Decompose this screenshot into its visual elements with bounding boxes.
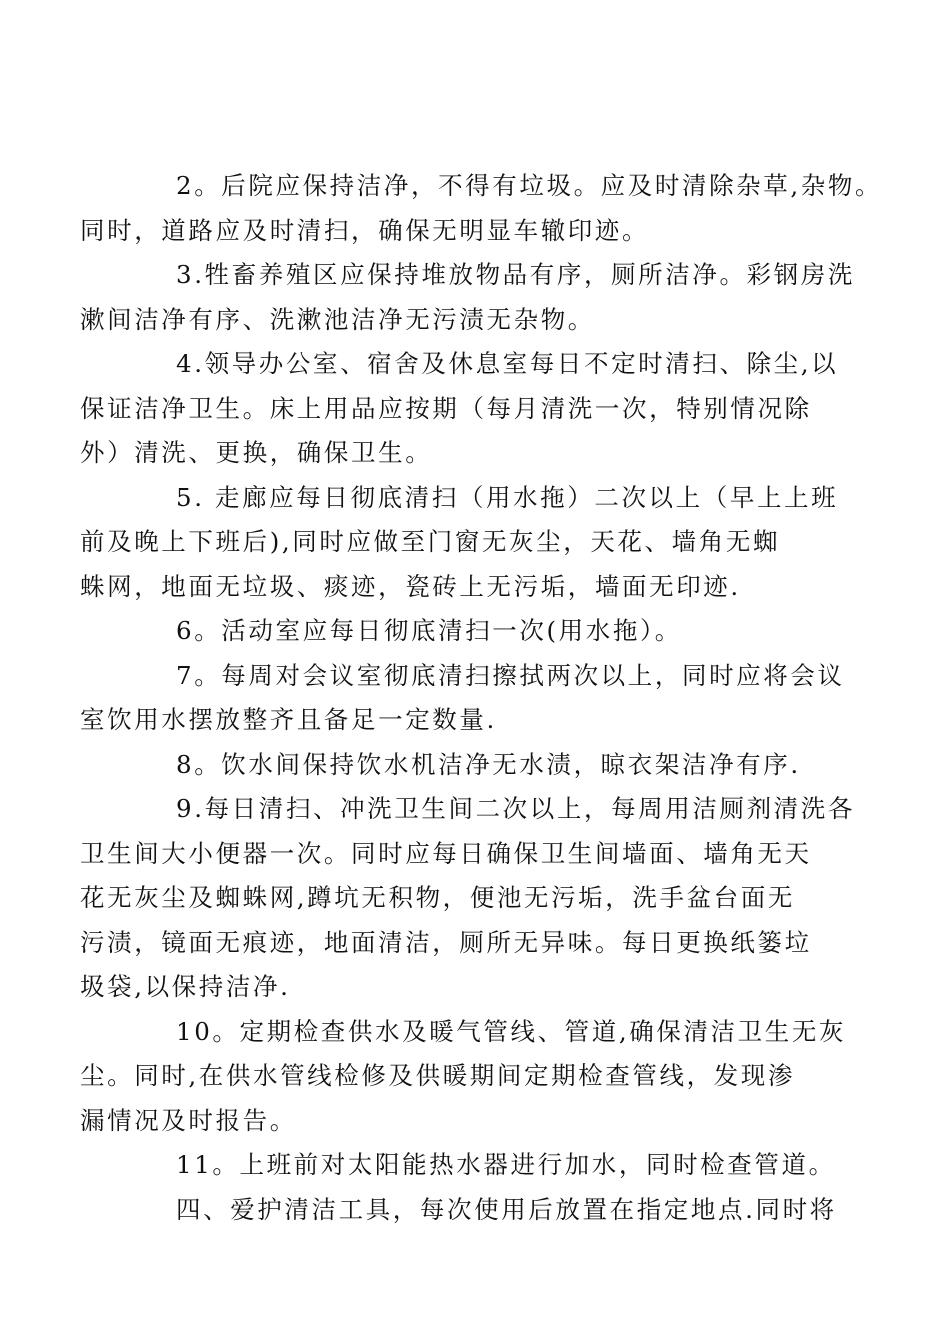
- text-line: 尘。同时,在供水管线检修及供暖期间定期检查管线，发现渗: [80, 1061, 795, 1090]
- text-line: 6。活动室应每日彻底清扫一次(用水拖）。: [176, 616, 682, 645]
- text-line: 同时，道路应及时清扫，确保无明显车辙印迹。: [80, 215, 650, 245]
- paragraph-item-3: [80, 253, 855, 342]
- paragraph-item-4: [80, 342, 839, 476]
- paragraph-item-5: [80, 476, 839, 610]
- paragraph-item-2: [80, 164, 883, 253]
- text-line: 外）清洗、更换，确保卫生。: [80, 438, 433, 467]
- text-line: 花无灰尘及蜘蛛网,蹲坑无积物，便池无污垢，洗手盆台面无: [80, 883, 795, 912]
- text-line: 3.牲畜养殖区应保持堆放物品有序，厕所洁净。彩钢房洗: [176, 260, 855, 289]
- text-line: 污渍，镜面无痕迹，地面清洁，厕所无异味。每日更换纸篓垃: [80, 927, 812, 957]
- paragraph-item-6: [128, 609, 828, 654]
- text-line: 10。定期检查供水及暖气管线、管道,确保清洁卫生无灰: [176, 1016, 847, 1046]
- paragraph-section-4: [128, 1188, 837, 1233]
- paragraph-item-11: [128, 1143, 836, 1188]
- text-line: 圾袋,以保持洁净.: [80, 972, 291, 1001]
- text-line: 卫生间大小便器一次。同时应每日确保卫生间墙面、墙角无天: [80, 838, 812, 868]
- text-line: 前及晚上下班后),同时应做至门窗无灰尘，天花、墙角无蜘: [80, 527, 781, 556]
- text-line: 漱间洁净有序、洗漱池洁净无污渍无杂物。: [80, 304, 595, 334]
- paragraph-item-10: [80, 1010, 847, 1144]
- text-line: 室饮用水摆放整齐且备足一定数量.: [80, 705, 497, 734]
- text-line: 蛛网，地面无垃圾、痰迹，瓷砖上无污垢，墙面无印迹.: [80, 571, 741, 601]
- text-line: 4.领导办公室、宿舍及休息室每日不定时清扫、除尘,以: [176, 349, 839, 378]
- text-line: 2。后院应保持洁净，不得有垃圾。应及时清除杂草,杂物。: [176, 171, 883, 200]
- paragraph-item-9: [80, 787, 855, 1010]
- text-line: 保证洁净卫生。床上用品应按期（每月清洗一次，特别情况除: [80, 393, 812, 423]
- text-line: 9.每日清扫、冲洗卫生间二次以上，每周用洁厕剂清洗各: [176, 794, 855, 823]
- text-line: 漏情况及时报告。: [80, 1105, 297, 1135]
- text-line: 11。上班前对太阳能热水器进行加水，同时检查管道。: [176, 1150, 836, 1179]
- paragraph-item-8: [128, 743, 828, 788]
- text-line: 四、爱护清洁工具，每次使用后放置在指定地点.同时将: [176, 1194, 837, 1224]
- document-body: [80, 164, 883, 1232]
- text-line: 8。饮水间保持饮水机洁净无水渍，晾衣架洁净有序.: [176, 749, 801, 779]
- text-line: 7。每周对会议室彻底清扫擦拭两次以上，同时应将会议: [176, 660, 845, 690]
- text-line: 5. 走廊应每日彻底清扫（用水拖）二次以上（早上上班: [176, 482, 839, 512]
- paragraph-item-7: [80, 654, 845, 743]
